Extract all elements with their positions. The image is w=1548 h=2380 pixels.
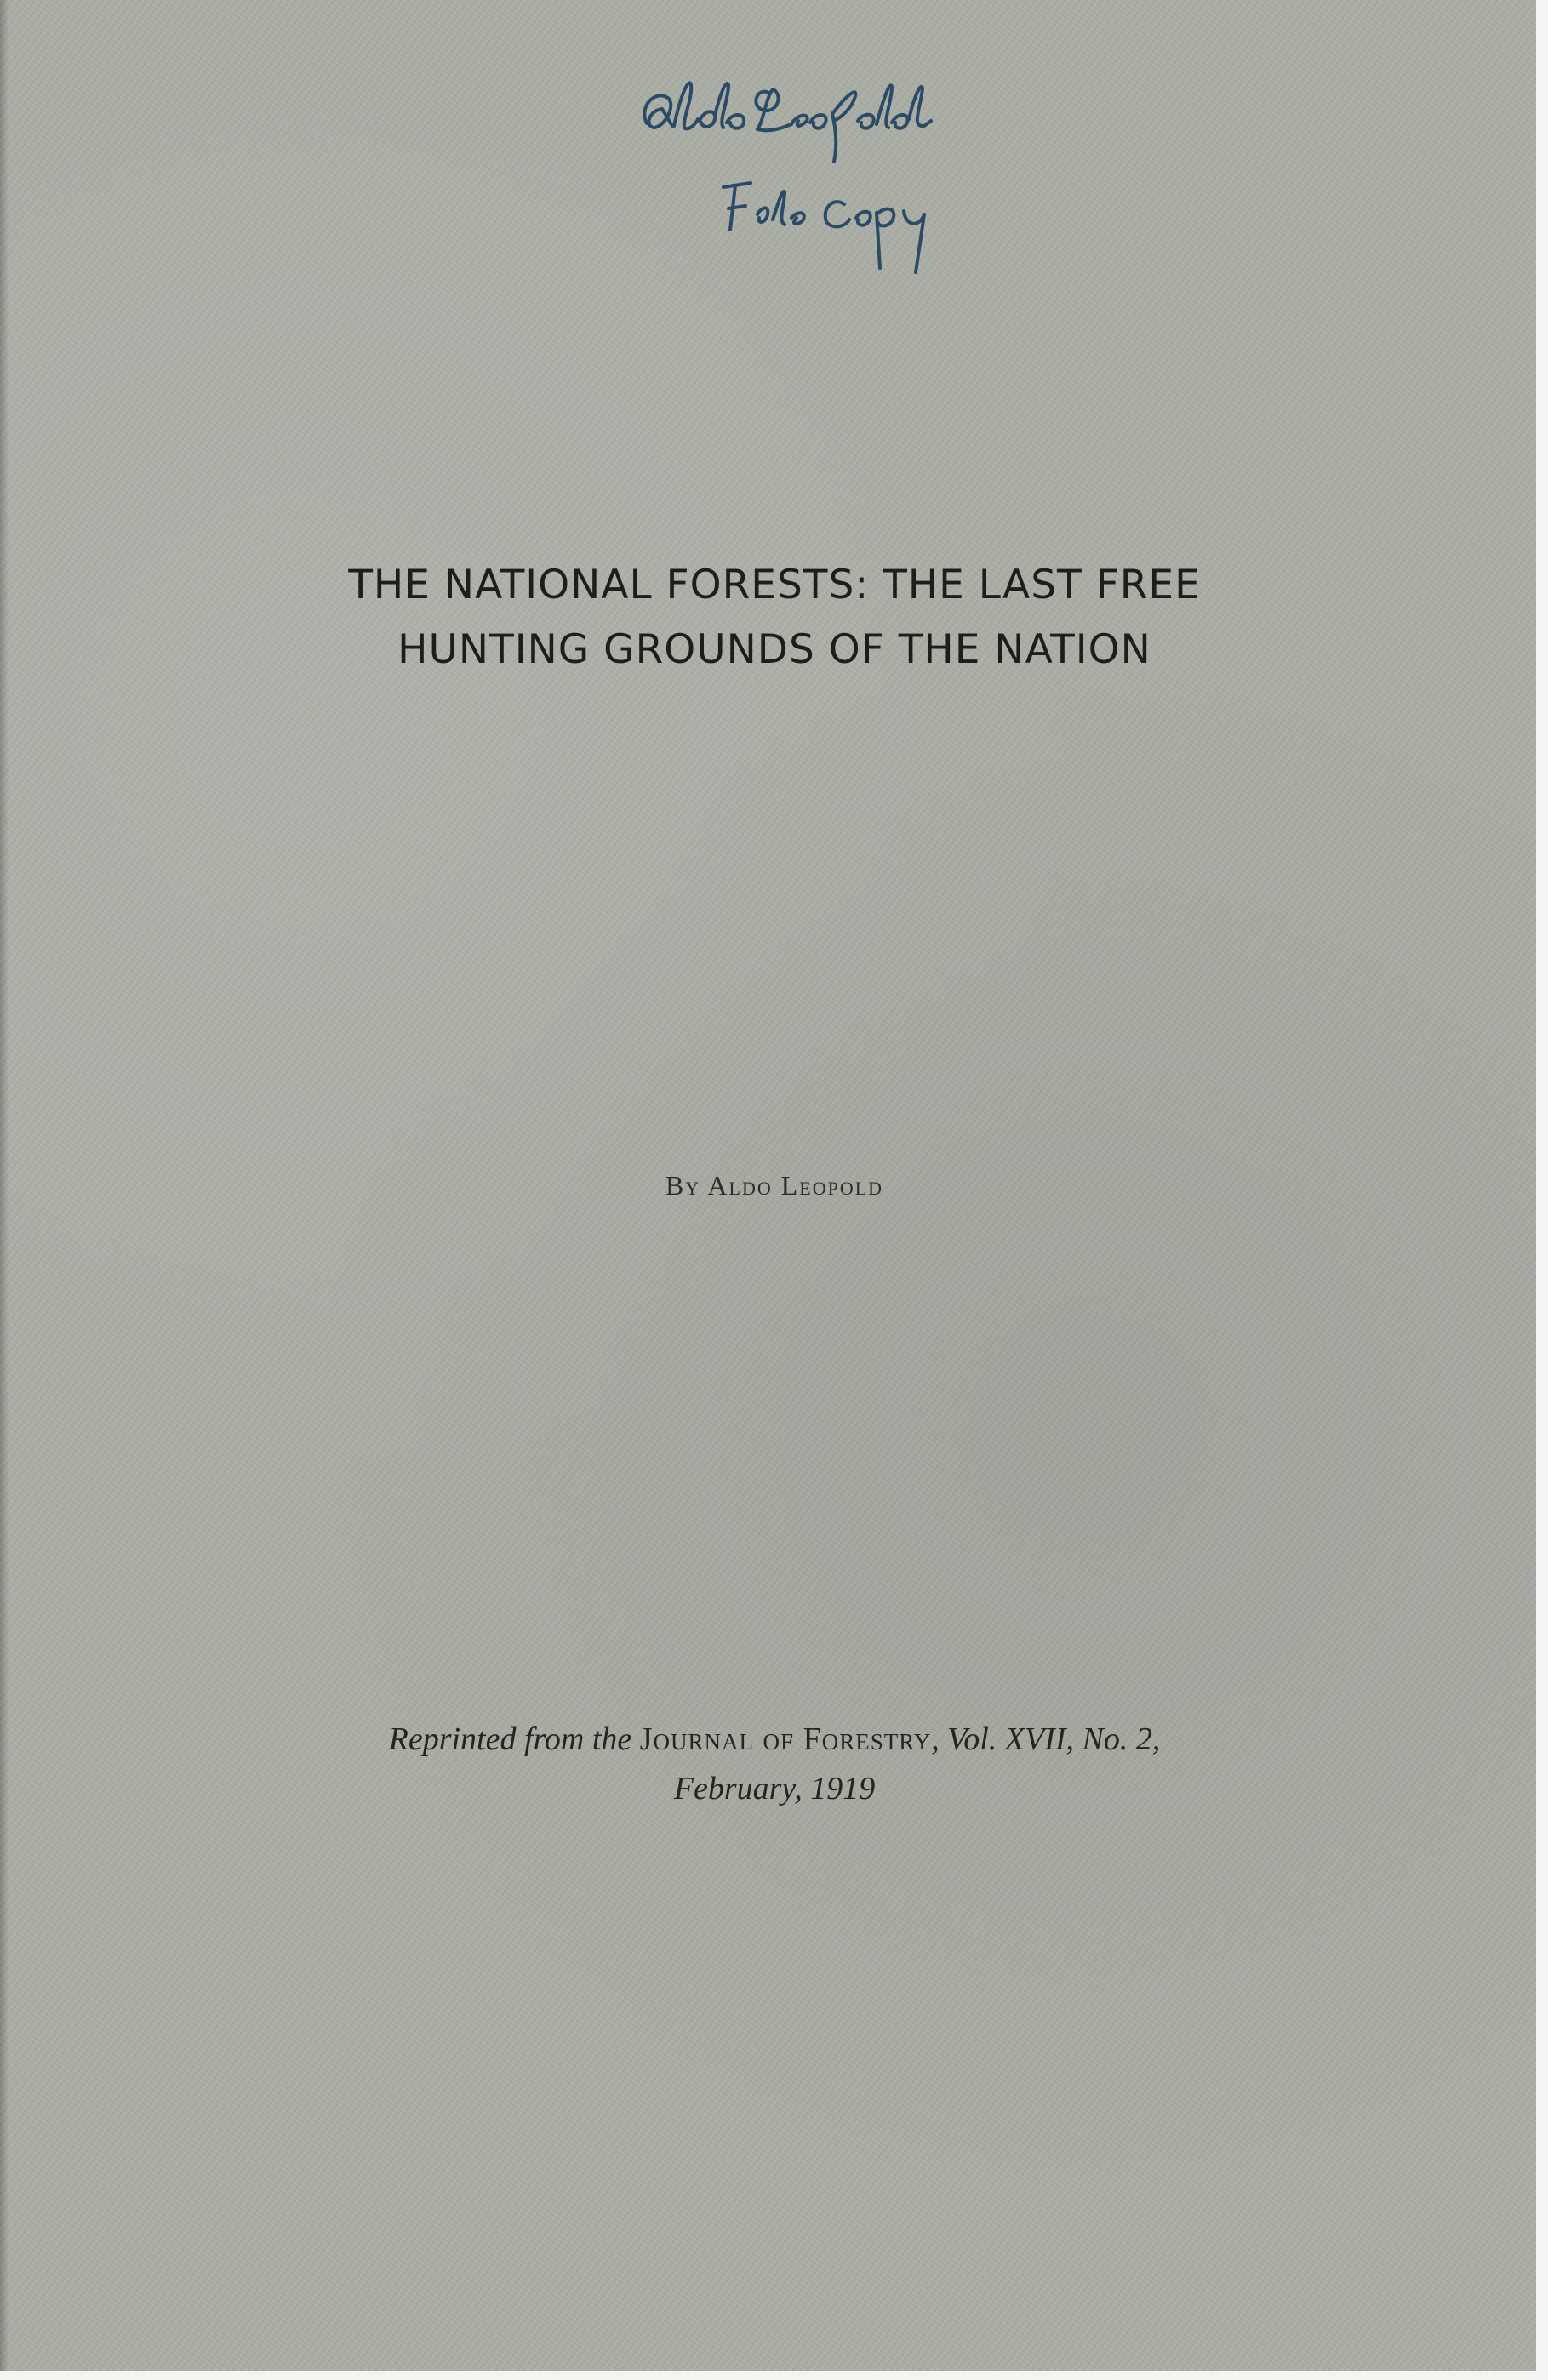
volume-info: , Vol. XVII, No. 2, <box>931 1721 1161 1757</box>
title-line-2: HUNTING GROUNDS OF THE NATION <box>397 626 1151 673</box>
reprint-date: February, 1919 <box>673 1771 876 1806</box>
title-line-1: THE NATIONAL FORESTS: THE LAST FREE <box>348 562 1201 608</box>
signature-drawing <box>621 60 1013 281</box>
journal-name: Journal of Forestry <box>639 1721 932 1757</box>
handwritten-signature <box>621 60 1013 281</box>
page-edge-right <box>1536 0 1548 2380</box>
reprint-prefix: Reprinted from the <box>388 1721 632 1757</box>
page-edge-bottom <box>0 2371 1548 2380</box>
author-byline: By Aldo Leopold <box>665 1170 884 1201</box>
spine-shadow <box>0 0 9 2380</box>
reprint-line-1 <box>119 1715 1430 1764</box>
reprint-notice <box>119 1715 1430 1813</box>
document-title <box>170 553 1379 682</box>
